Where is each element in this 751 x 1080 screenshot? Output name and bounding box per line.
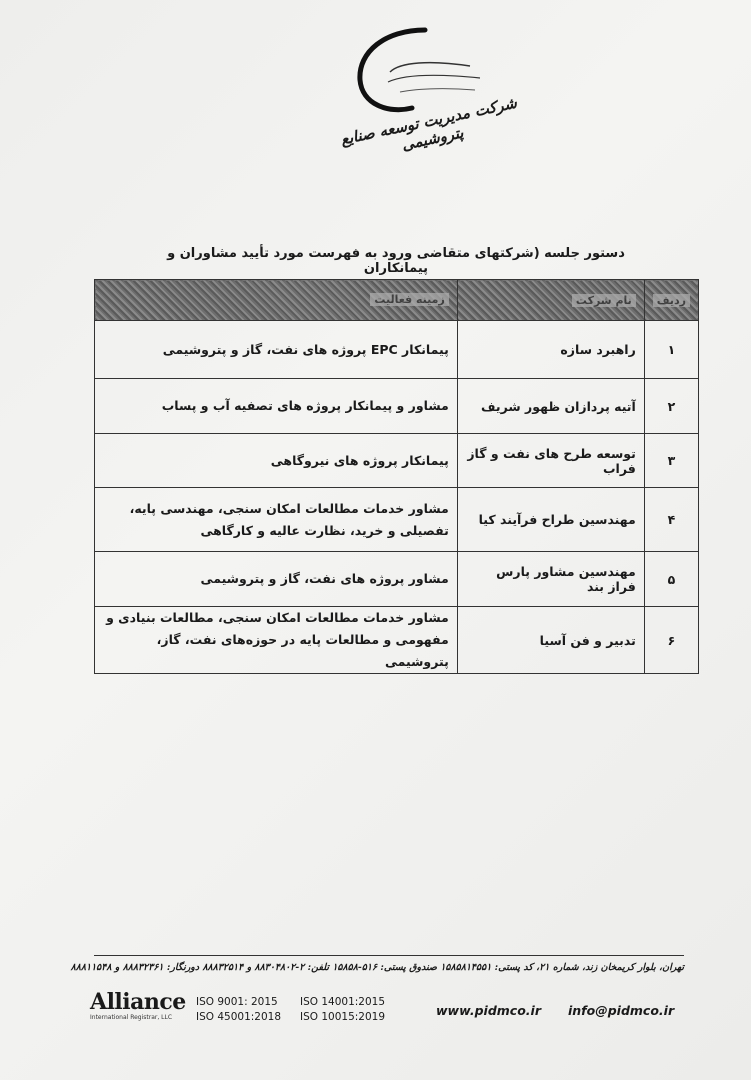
website-link[interactable]: www.pidmco.ir [436,1003,541,1018]
activity-field-cell: مشاور خدمات مطالعات امکان سنجی، مهندسی پایه، تفصیلی و خرید، نظارت عالیه و کارگاهی [95,488,458,552]
alliance-wordmark: Alliance [90,989,186,1015]
row-number: ۳ [644,434,698,488]
document-title: دستور جلسه (شرکتهای متقاضی ورود به فهرست مورد تأیید مشاوران و پیمانکاران [150,246,642,281]
company-name-cell: تدبیر و فن آسیا [457,607,644,674]
iso-cert: ISO 9001: 2015 [196,996,278,1008]
table-row [95,379,699,434]
table-row [95,488,699,552]
alliance-logo [90,990,190,1022]
company-name: شرکت مدیریت توسعه صنایع پتروشیمی [339,93,519,155]
table-row [95,607,699,674]
activity-field-cell: مشاور و پیمانکار پروژه های تصفیه آب و پساب [95,379,458,434]
footer-address: تهران، بلوار کریمخان زند، شماره ۲۱، کد پستی: ۱۵۸۵۸۱۴۵۵۱ صندوق پستی: ۵۱۶-۱۵۸۵۸ تلفن: ۲-۸۸۳۰۴۸۰۲ و ۸۸۸۳۲۵۱۴ دورنگار: ۸۸۸۳۲۳۶۱ و ۸۸۸۱۱۵۴۸ [70,962,684,973]
company-name-cell: توسعه طرح های نفت و گاز فراب [457,434,644,488]
iso-certifications [196,995,404,1025]
row-number: ۵ [644,552,698,607]
row-number: ۶ [644,607,698,674]
table-row [95,552,699,607]
companies-table [94,279,699,674]
row-number: ۲ [644,379,698,434]
footer-divider [94,955,684,956]
alliance-subtitle: International Registrar, LLC [90,1014,173,1021]
iso-cert: ISO 10015:2019 [300,1011,386,1023]
header-activity-field: زمینه فعالیت [95,280,458,321]
table-row [95,434,699,488]
header-company-name: نام شرکت [457,280,644,321]
iso-cert: ISO 14001:2015 [300,996,386,1008]
activity-field-cell: پیمانکار پروژه های نیروگاهی [95,434,458,488]
header-row-number: ردیف [644,280,698,321]
company-name-cell: مهندسین طراح فرآیند کیا [457,488,644,552]
activity-field-cell: پیمانکار EPC پروژه های نفت، گاز و پتروشیمی [95,321,458,379]
activity-field-cell: مشاور پروژه های نفت، گاز و پتروشیمی [95,552,458,607]
table-row [95,321,699,379]
row-number: ۱ [644,321,698,379]
iso-cert: ISO 45001:2018 [196,1011,282,1023]
table-header-row [95,280,699,321]
row-number: ۴ [644,488,698,552]
company-name-cell: آتیه پردازان ظهور شریف [457,379,644,434]
activity-field-cell: مشاور خدمات مطالعات امکان سنجی، مطالعات بنیادی و مفهومی و مطالعات پایه در حوزه‌های نفت، گاز، پتروشیمی [95,607,458,674]
company-name-cell: راهبرد سازه [457,321,644,379]
email-link[interactable]: info@pidmco.ir [568,1003,675,1018]
company-name-cell: مهندسین مشاور پارس فراز بند [457,552,644,607]
